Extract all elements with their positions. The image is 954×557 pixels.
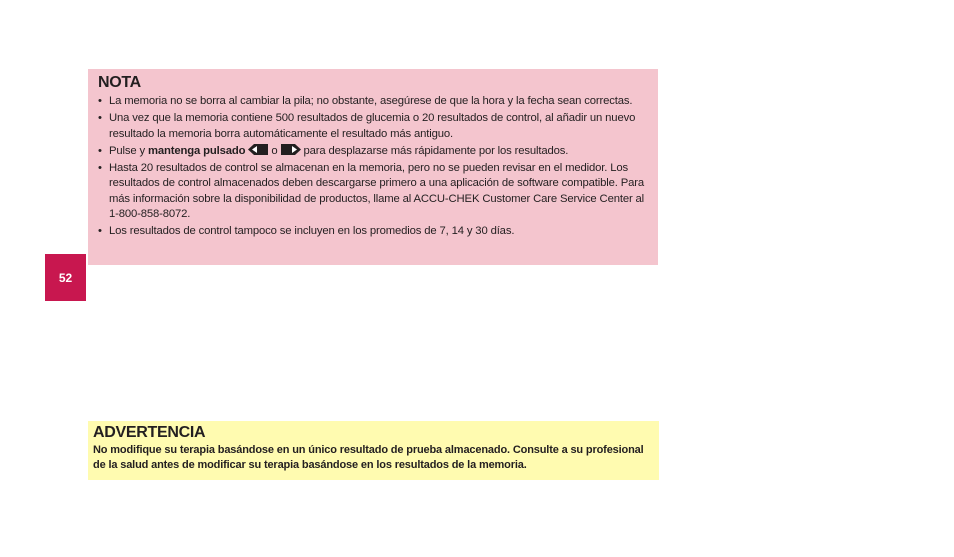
- note-item: • La memoria no se borra al cambiar la pila; no obstante, asegúrese de que la hora y la fecha sean correctas.: [98, 94, 648, 109]
- note-list: [98, 94, 648, 240]
- left-arrow-button-icon: [248, 144, 268, 155]
- page-number-tab: [45, 254, 86, 301]
- note-box: [88, 69, 658, 265]
- note-item: • Los resultados de control tampoco se incluyen en los promedios de 7, 14 y 30 días.: [98, 224, 648, 239]
- warning-title: ADVERTENCIA: [93, 424, 206, 441]
- note-item-suffix: para desplazarse más rápidamente por los resultados.: [303, 144, 569, 157]
- note-item-connector: o: [271, 144, 278, 157]
- note-item: • Una vez que la memoria contiene 500 resultados de glucemia o 20 resultados de control, al añadir un nuevo resultado la memoria borra automáticamente el resultado más antiguo.: [98, 111, 648, 142]
- note-item-prefix: Pulse y: [109, 144, 148, 157]
- note-item-scroll-tip: [98, 144, 648, 159]
- warning-box: [88, 421, 659, 480]
- note-item-bold: mantenga pulsado: [148, 144, 246, 157]
- right-arrow-button-icon: [281, 144, 301, 155]
- note-item: • Hasta 20 resultados de control se almacenan en la memoria, pero no se pueden revisar en el medidor. Los resultados de control almacenados deben descargarse primero a una aplicación de software compatible. Para más información sobre la disponibilidad de productos, llame al ACCU-CHEK Customer Care Service Center al 1-800-858-8072.: [98, 161, 648, 222]
- warning-body: No modifique su terapia basándose en un único resultado de prueba almacenado. Consulte a su profesional de la salud antes de modificar su terapia basándose en los resultados de la memoria.: [93, 444, 644, 471]
- page-number: 52: [58, 270, 73, 285]
- note-title: NOTA: [98, 74, 141, 91]
